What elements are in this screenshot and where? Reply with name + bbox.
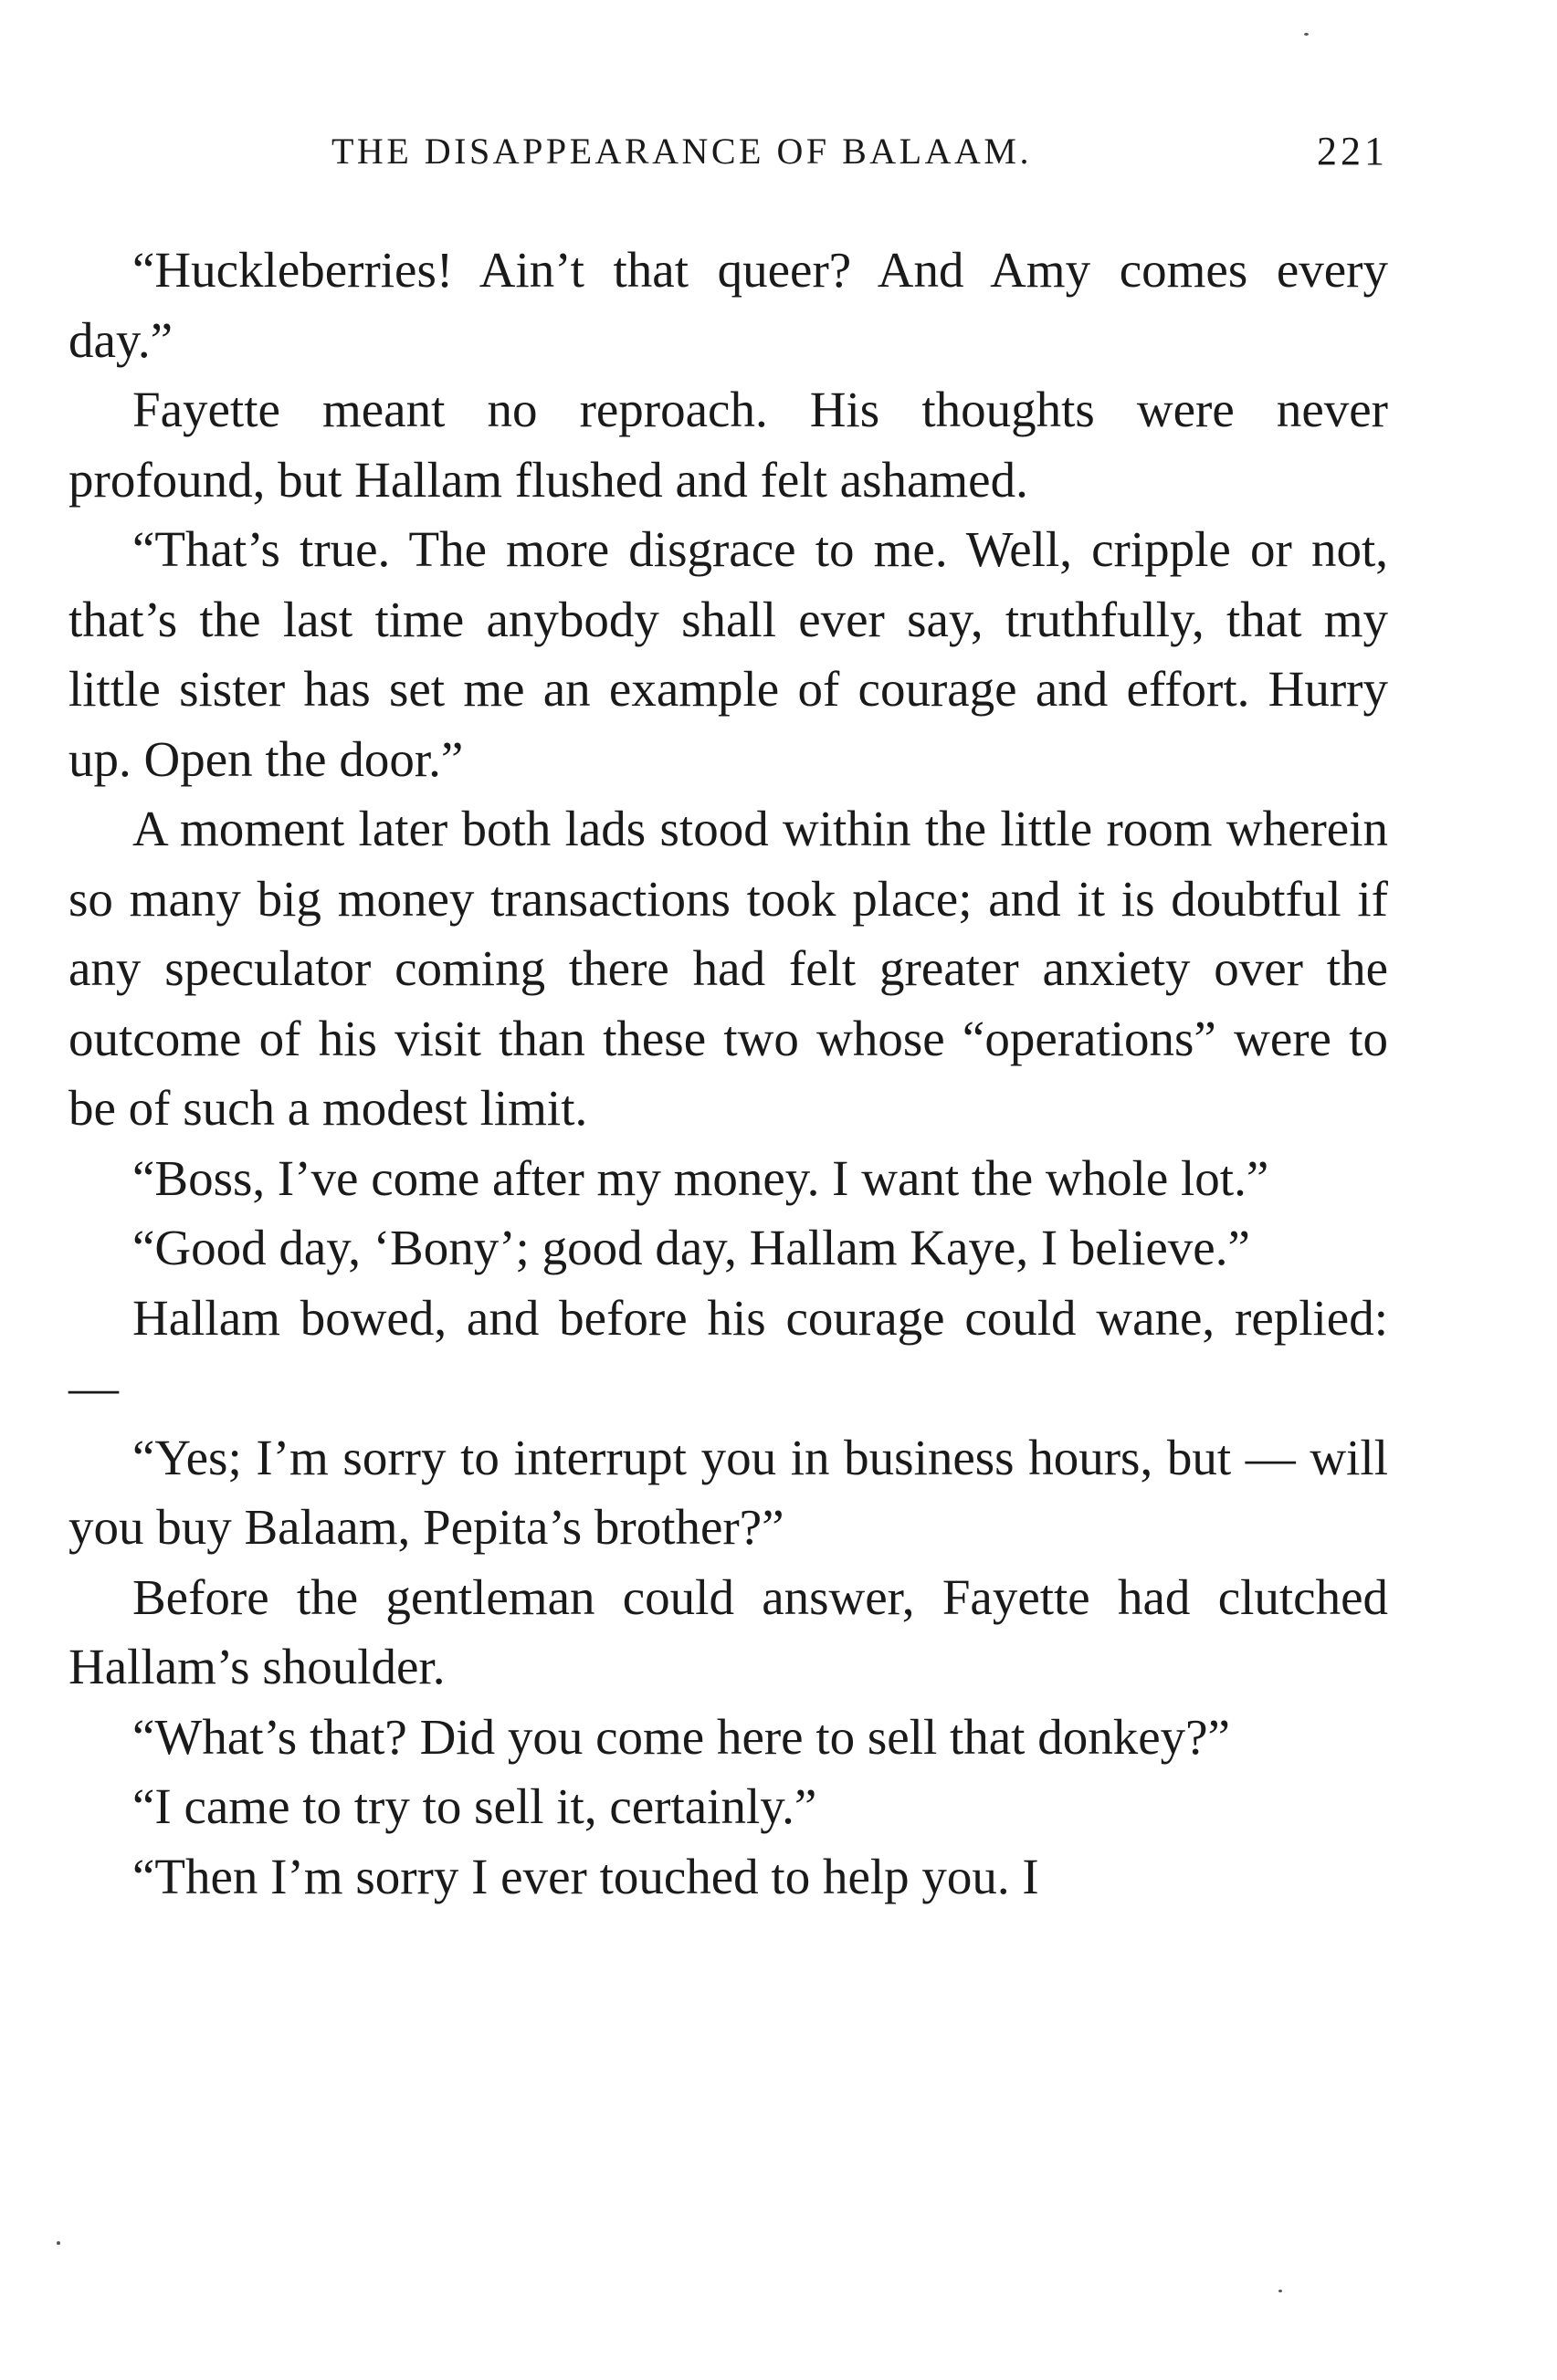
print-speck: [1304, 33, 1309, 36]
paragraph: “Boss, I’ve come after my money. I want the whole lot.”: [132, 1149, 1269, 1206]
running-title: THE DISAPPEARANCE OF BALAAM.: [331, 131, 1032, 172]
paragraph: “Huckleberries! Ain’t that queer? And Amy comes every day.”: [68, 242, 1388, 368]
paragraph: Hallam bowed, and before his courage could wane, replied: —: [68, 1289, 1388, 1415]
paragraph: “What’s that? Did you come here to sell that donkey?”: [132, 1708, 1230, 1765]
print-speck: [57, 2241, 60, 2245]
paragraph: “That’s true. The more disgrace to me. Well, cripple or not, that’s the last time anybody shall ever say, truthfully, that my little sister has set me an example of courage and effort. Hurry up. Open the door.”: [68, 521, 1388, 787]
paragraph: “Good day, ‘Bony’; good day, Hallam Kaye, I believe.”: [132, 1220, 1250, 1275]
paragraph: “Yes; I’m sorry to interrupt you in business hours, but — will you buy Balaam, Pepita’s brother?”: [68, 1429, 1388, 1555]
running-head: [68, 130, 1388, 184]
paragraph: “Then I’m sorry I ever touched to help you. I: [132, 1848, 1039, 1904]
paragraph: Fayette meant no reproach. His thoughts were never profound, but Hallam flushed and felt ashamed.: [68, 382, 1388, 508]
paragraph: Before the gentleman could answer, Fayette had clutched Hallam’s shoulder.: [68, 1568, 1388, 1694]
paragraph: “I came to try to sell it, certainly.”: [132, 1778, 817, 1834]
page-number: 221: [1317, 129, 1388, 173]
body-text: [68, 236, 1388, 1912]
print-speck: [1278, 2290, 1282, 2292]
paragraph: A moment later both lads stood within the little room wherein so many big money transactions took place; and it is doubtful if any speculator coming there had felt greater anxiety over the outcome of his visit than these two whose “operations” were to be of such a modest limit.: [68, 801, 1388, 1136]
